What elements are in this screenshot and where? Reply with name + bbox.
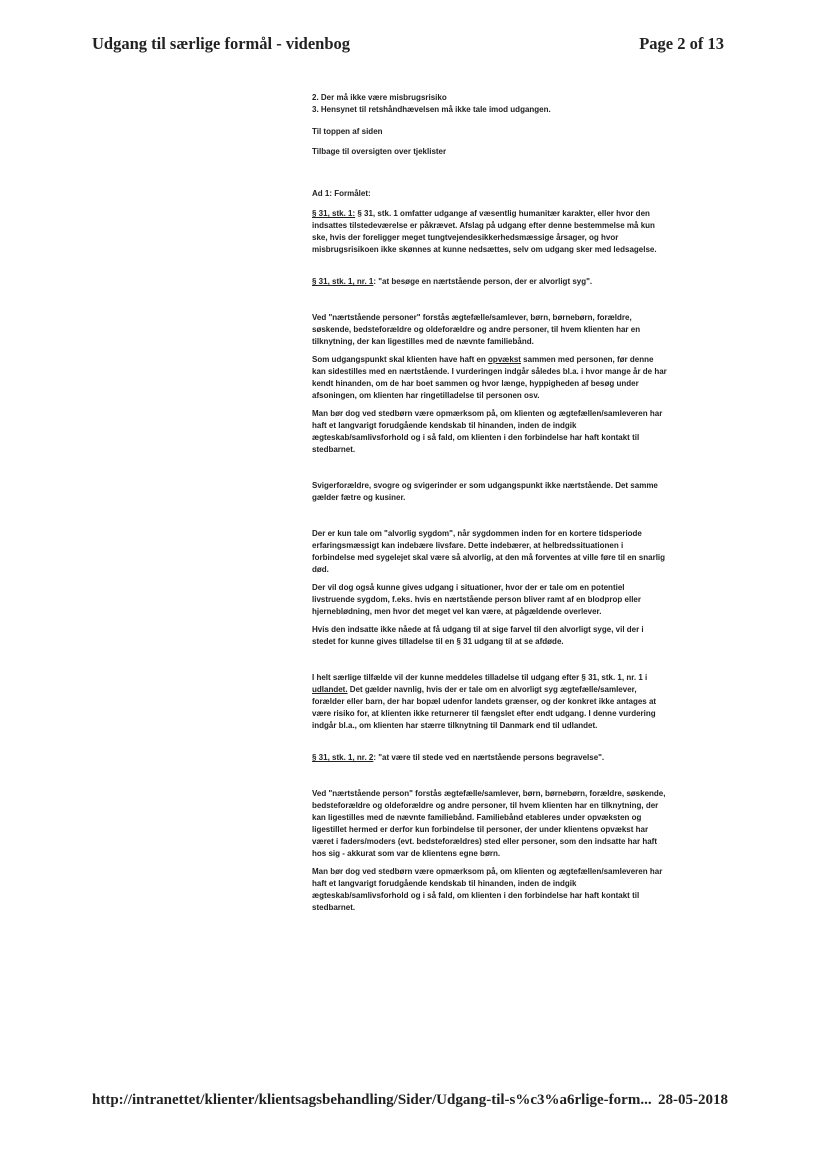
- footer-url: http://intranettet/klienter/klientsagsbehandling/Sider/Udgang-til-s%c3%a6rlige-form...: [92, 1092, 652, 1108]
- paragraph: Der er kun tale om "alvorlig sygdom", når sygdommen inden for en kortere tidsperiode erfaringsmæssigt kan indebære livsfare. Dette indebærer, at helbredssituationen i forbindelse med sygelejet skal være så alvorlig, at den må forventes at ville føre til en snarlig død.: [312, 529, 666, 574]
- paragraph-ref-link[interactable]: § 31, stk. 1, nr. 1: [312, 277, 374, 286]
- paragraph: Man bør dog ved stedbørn være opmærksom på, om klienten og ægtefællen/samleveren har haft et langvarigt forudgående kendskab til hinanden, inden de indgik ægteskab/samlivsforhold og i så fald, om klienten i den forbindelse har haft kontakt til stedbarnet.: [312, 409, 663, 454]
- back-to-checklists-link[interactable]: Tilbage til oversigten over tjeklister: [312, 147, 447, 156]
- list-item: 2. Der må ikke være misbrugsrisiko: [312, 93, 447, 102]
- paragraph: Svigerforældre, svogre og svigerinder er som udgangspunkt ikke nærtstående. Det samme gælder fætre og kusiner.: [312, 481, 658, 502]
- list-item: 3. Hensynet til retshåndhævelsen må ikke tale imod udgangen.: [312, 105, 551, 114]
- paragraph: Hvis den indsatte ikke nåede at få udgang til at sige farvel til den alvorligt syge, vil der i stedet for kunne gives tilladelse til en § 31 udgang til at se afdøde.: [312, 625, 644, 646]
- paragraph: I helt særlige tilfælde vil der kunne meddeles tilladelse til udgang efter § 31, stk. 1, nr. 1 i udlandet. Det gælder navnlig, hvis der er tale om en alvorligt syg ægtefælle/samlever, forælder eller barn, der har bopæl udenfor landets grænser, og der konkret ikke antages at være risiko for, at klienten ikke returnerer til fængslet efter endt udgang. I denne vurdering indgår bl.a., om klienten har stærre tilknytning til Danmark end til udlandet.: [312, 673, 657, 730]
- footer-date: 28-05-2018: [658, 1092, 728, 1108]
- subsection-heading: § 31, stk. 1, nr. 1: "at besøge en nærtstående person, der er alvorligt syg".: [312, 277, 593, 286]
- paragraph: Man bør dog ved stedbørn være opmærksom på, om klienten og ægtefællen/samleveren har haft et langvarigt forudgående kendskab til hinanden, inden de indgik ægteskab/samlivsforhold og i så fald, om klienten i den forbindelse har haft kontakt til stedbarnet.: [312, 867, 663, 912]
- document-body: [312, 92, 668, 914]
- to-top-link[interactable]: Til toppen af siden: [312, 127, 383, 136]
- section-paragraph: § 31, stk. 1: § 31, stk. 1 omfatter udgange af væsentlig humanitær karakter, eller hvor den indsattes tilstedeværelse er påkrævet. Afslag på udgang efter denne bestemmelse må kun ske, hvis der foreligger meget tungtvejendesikkerhedsmæssige årsager, og hvor misbrugsrisikoen ikke skønnes at kunne nedsættes, selv om udgang sker med ledsagelse.: [312, 209, 657, 254]
- paragraph-ref-link[interactable]: § 31, stk. 1:: [312, 209, 356, 218]
- section-heading: Ad 1: Formålet:: [312, 189, 371, 198]
- paragraph-ref-link[interactable]: § 31, stk. 1, nr. 2: [312, 753, 374, 762]
- paragraph: Der vil dog også kunne gives udgang i situationer, hvor der er tale om en potentiel livstruende sygdom, f.eks. hvis en nærtstående person bliver ramt af en blodprop eller hjerneblødning, men hvor det meget vel kan være, at pågældende overlever.: [312, 583, 641, 616]
- paragraph: Ved "nærtstående personer" forstås ægtefælle/samlever, børn, børnebørn, forældre, søskende, bedsteforældre og oldeforældre og andre personer, til hvem klienten har en tilknytning, der kan ligestilles med de nævnte familiebånd.: [312, 313, 641, 346]
- paragraph: Ved "nærtstående person" forstås ægtefælle/samlever, børn, børnebørn, forældre, søskende, bedsteforældre og oldeforældre og andre personer, til hvem klienten har en tilknytning, der kan ligestilles med de nævnte familiebånd. Familiebånd etableres under opvæksten og ligestillet hermed er derfor kun forbindelse til personer, der under klientens opvækst har været i faders/moders (evt. bedsteforældres) sted eller personer, som den indsatte har haft hos sig - akkurat som var de klientens egne børn.: [312, 789, 666, 858]
- subsection-heading: § 31, stk. 1, nr. 2: "at være til stede ved en nærtstående persons begravelse".: [312, 753, 605, 762]
- paragraph: Som udgangspunkt skal klienten have haft en opvækst sammen med personen, før denne kan sidestilles med en nærtstående. I vurderingen indgår således bl.a. i hvor mange år de har kendt hinanden, om de har boet sammen og hvor længe, hyppigheden af besøg under afsoningen, om klienten har ringetilladelse til personen osv.: [312, 355, 667, 400]
- document-title: Udgang til særlige formål - videnbog: [92, 34, 351, 53]
- page-number: Page 2 of 13: [639, 34, 724, 53]
